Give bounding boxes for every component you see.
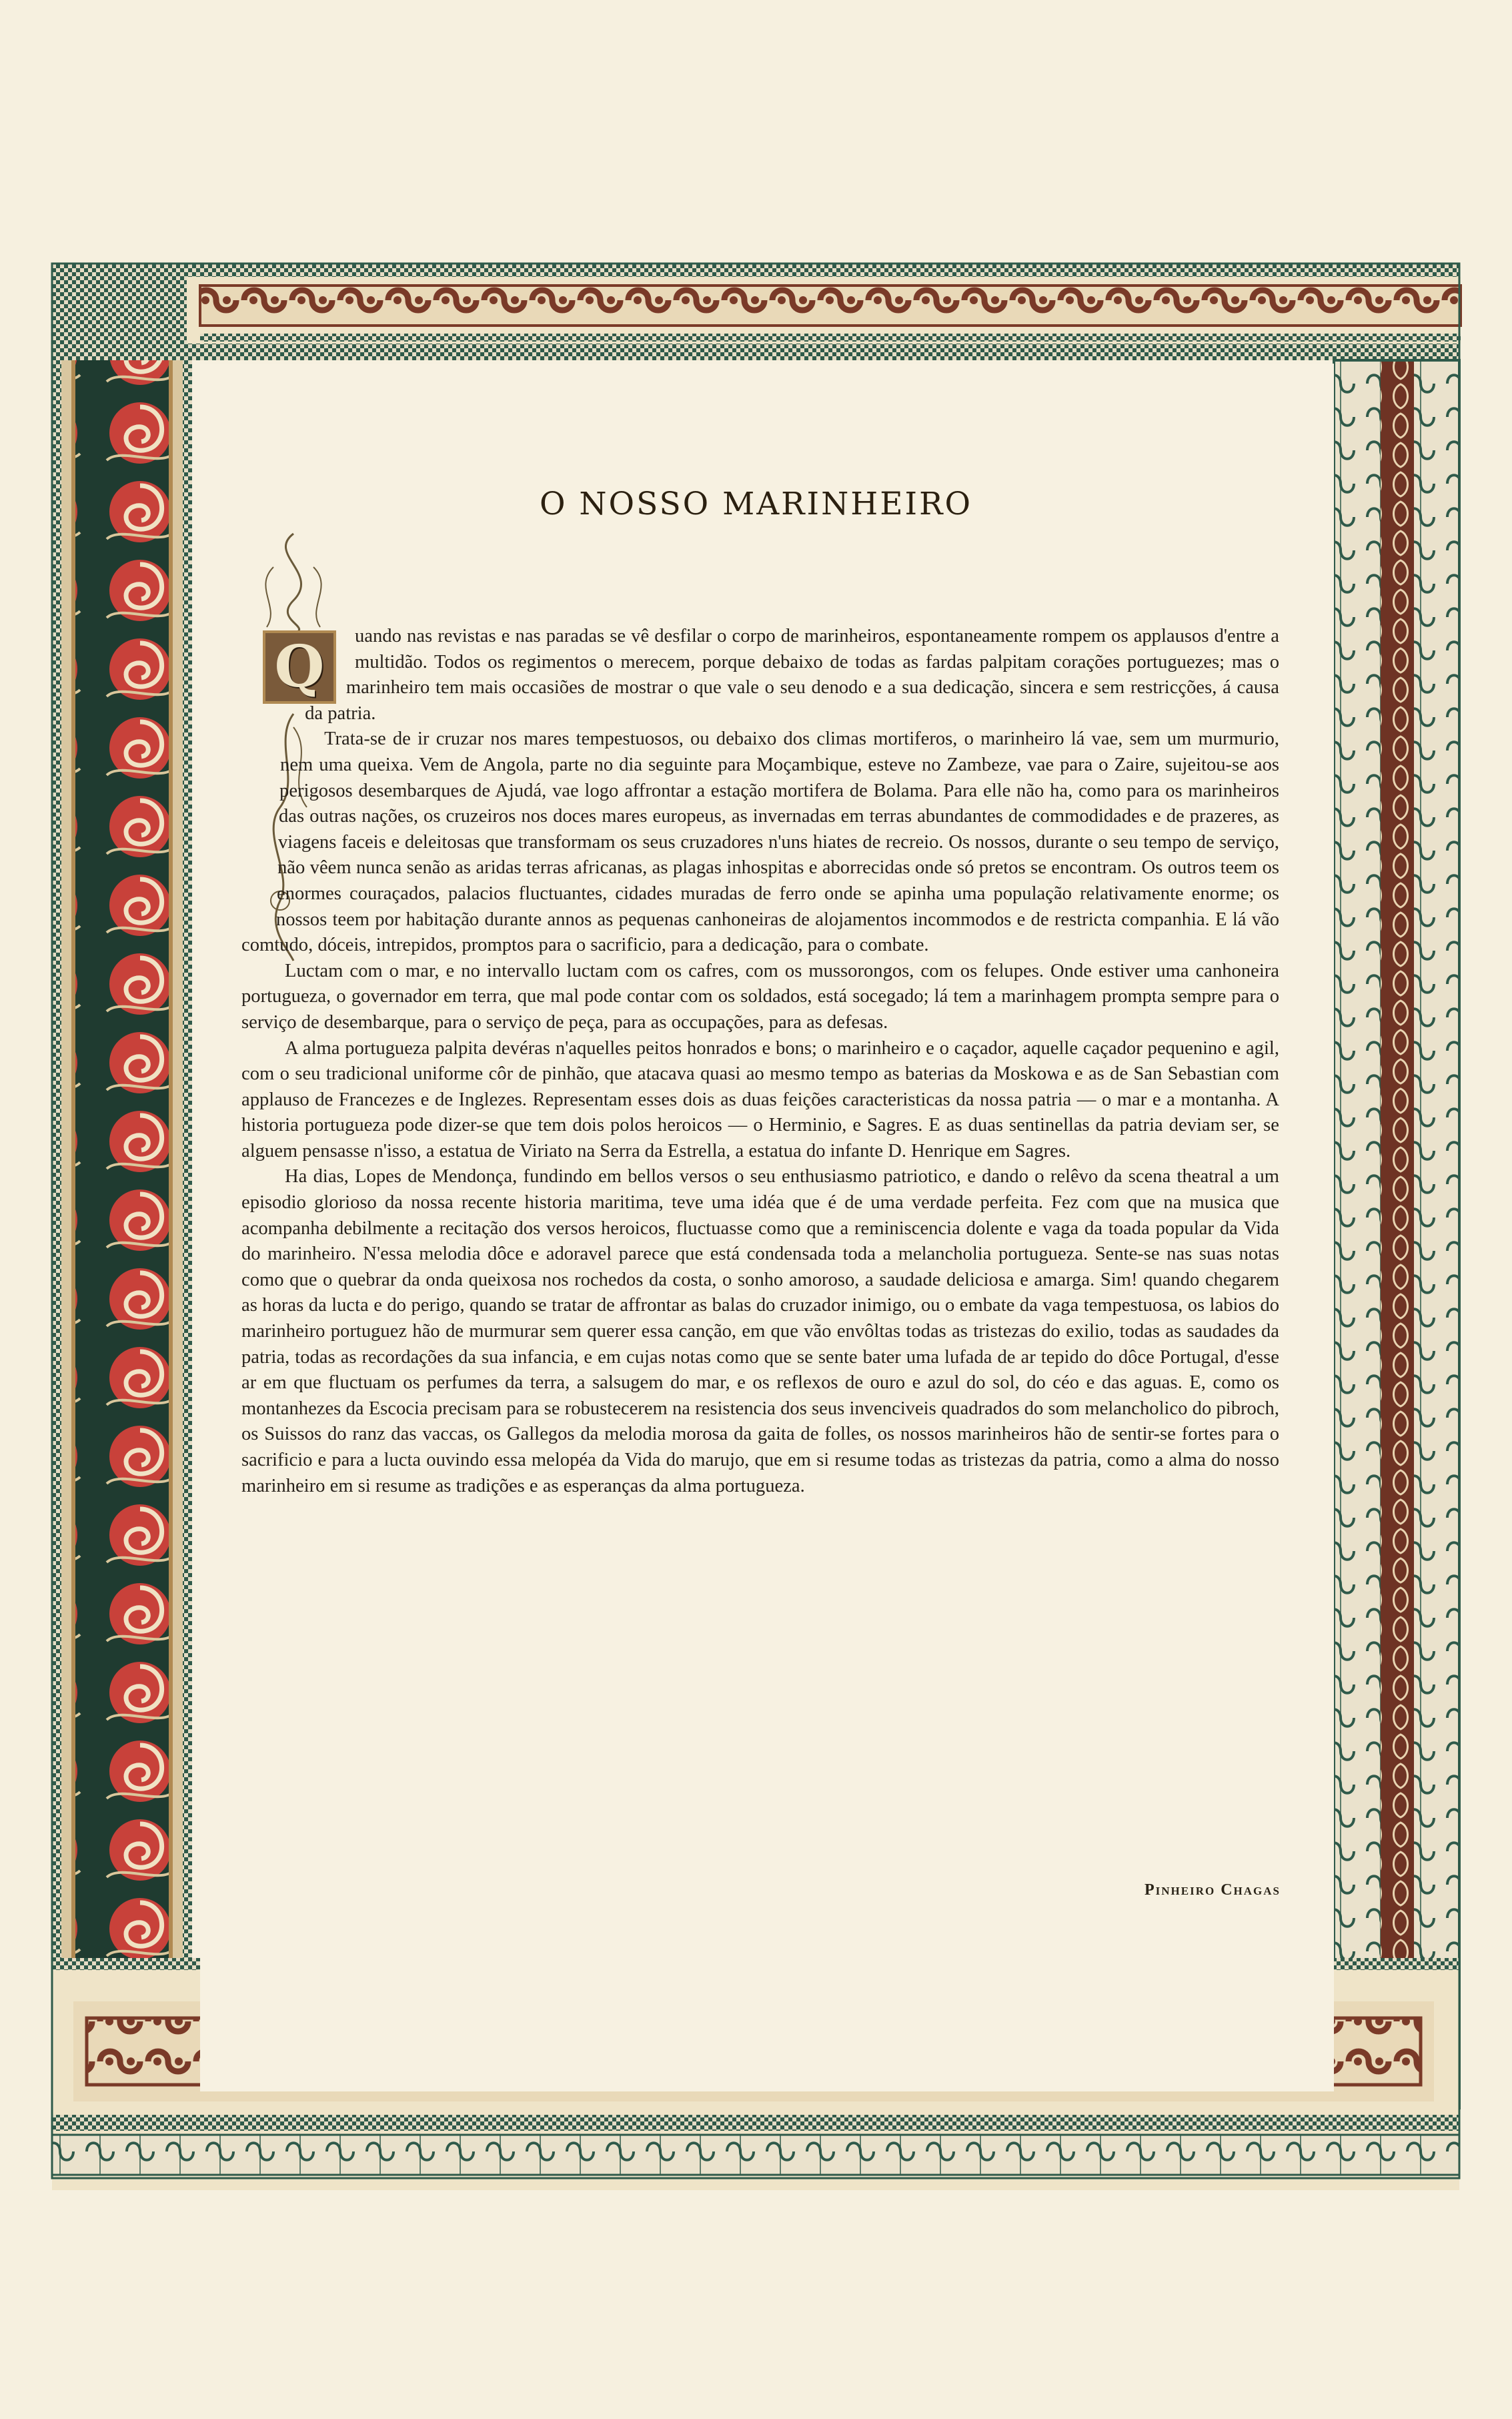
author-signature: Pinheiro Chagas bbox=[1144, 1881, 1281, 1899]
drop-cap-letter: Q bbox=[274, 633, 325, 700]
paragraph: Luctam com o mar, e no intervallo luctam com os cafres, com os mussorongos, com os felupes. Onde estiver uma canhoneira portugueza, o governador em terra, que mal pode contar com os soldados, está socegado; lá tem a marinhagem prompta sempre para o serviço de desembarque, para o serviço de peça, para as occupações, para as defesas. bbox=[241, 960, 1279, 1033]
paragraph: A alma portugueza palpita devéras n'aquelles peitos honrados e bons; o marinheiro e o caçador, aquelle caçador pequenino e agil, com o seu tradicional uniforme côr de pinhão, que atacava quasi ao mesmo tempo as baterias da Moskowa e as de San Sebastian com applauso de Francezes e de Inglezes. Representam esses dois as duas feições caracteristicas da nossa patria — o mar e a montanha. A historia portugueza pode dizer-se que tem dois polos heroicos — o Herminio, e Sagres. E as duas sentinellas da patria deviam ser, se alguem pensasse n'isso, a estatua de Viriato na Serra da Estrella, a estatua do infante D. Henrique em Sagres. bbox=[241, 1037, 1279, 1161]
article-body bbox=[241, 624, 1279, 1499]
paragraph: uando nas revistas e nas paradas se vê desfilar o corpo de marinheiros, espontaneamente rompem os applausos d'entre a multidão. Todos os regimentos o merecem, porque debaixo de todas as fardas palpitam corações portuguezes; mas o marinheiro tem mais occasiões de mostrar o que vale o seu denodo e a sua dedicação, sincera e sem restricções, á causa da patria. bbox=[305, 626, 1279, 724]
paragraph: Trata-se de ir cruzar nos mares tempestuosos, ou debaixo dos climas mortiferos, o marinheiro lá vae, sem um murmurio, nem uma queixa. Vem de Angola, parte no dia seguinte para Moçambique, esteve no Zambeze, vae para o Zaire, sujeitou-se aos perigosos desembarques de Ajudá, vae logo affrontar a estação mortifera de Bolama. Para elle não ha, como para os marinheiros das outras nações, os cruzeiros nos doces mares europeus, as invernadas em terras abundantes de commodidades e de prazeres, as viagens faceis e deleitosas que transformam os seus cruzadores n'uns hiates de recreio. Os nossos, durante o seu tempo de serviço, não vêem nunca senão as aridas terras africanas, as plagas inhospitas e aborrecidas onde só pretos se encontram. Os outros teem os enormes couraçados, palacios fluctuantes, cidades muradas de ferro onde se apinha uma população relativamente enorme; os nossos teem por habitação durante annos as pequenas canhoneiras de alojamentos incommodos e de restricta companhia. E lá vão comtudo, dóceis, intrepidos, promptos para o sacrificio, para a dedicação, para o combate. bbox=[241, 729, 1279, 956]
paragraph: Ha dias, Lopes de Mendonça, fundindo em bellos versos o seu enthusiasmo patriotico, e dando o relêvo da scena theatral a um episodio glorioso da nossa recente historia maritima, teve uma idéa que é de uma verdade perfeita. Fez com que na musica que acompanha debilmente a recitação dos versos heroicos, fluctuasse como que a reminiscencia dolente e vaga da toada popular da Vida do marinheiro. N'essa melodia dôce e adoravel parece que está condensada toda a melancholia portugueza. Sente-se nas suas notas como que o quebrar da onda queixosa nos rochedos da costa, o sonho amoroso, a saudade deliciosa e amarga. Sim! quando chegarem as horas da lucta e do perigo, quando se tratar de affrontar as balas do cruzador inimigo, ou o embate da vaga tempestuosa, os labios do marinheiro portuguez hão de murmurar sem querer essa canção, em que vão envôltas todas as tristezas do exilio, todas as saudades da patria, todas as recordações da sua infancia, e em cujas notas como que se sente bater uma lufada de ar tepido do dôce Portugal, d'esse ar em que fluctuam os perfumes da terra, a salsugem do mar, e os reflexos de ouro e azul do sol, do céo e das aguas. E, como os montanhezes da Escocia precisam para se robustecerem na resistencia dos seus invenciveis quadrados do som melancholico do pibroch, os Suissos do ranz das vaccas, os Gallegos da melodia morosa da gaita de folles, os nossos marinheiros hão de sentir-se fortes para o sacrificio e para a lucta ouvindo essa melopéa da Vida do marujo, que em si resume todas as tristezas da patria, como a alma do nosso marinheiro em si resume as tradições e as esperanças da alma portugueza. bbox=[241, 1166, 1279, 1496]
page-title: O NOSSO MARINHEIRO bbox=[539, 486, 973, 522]
